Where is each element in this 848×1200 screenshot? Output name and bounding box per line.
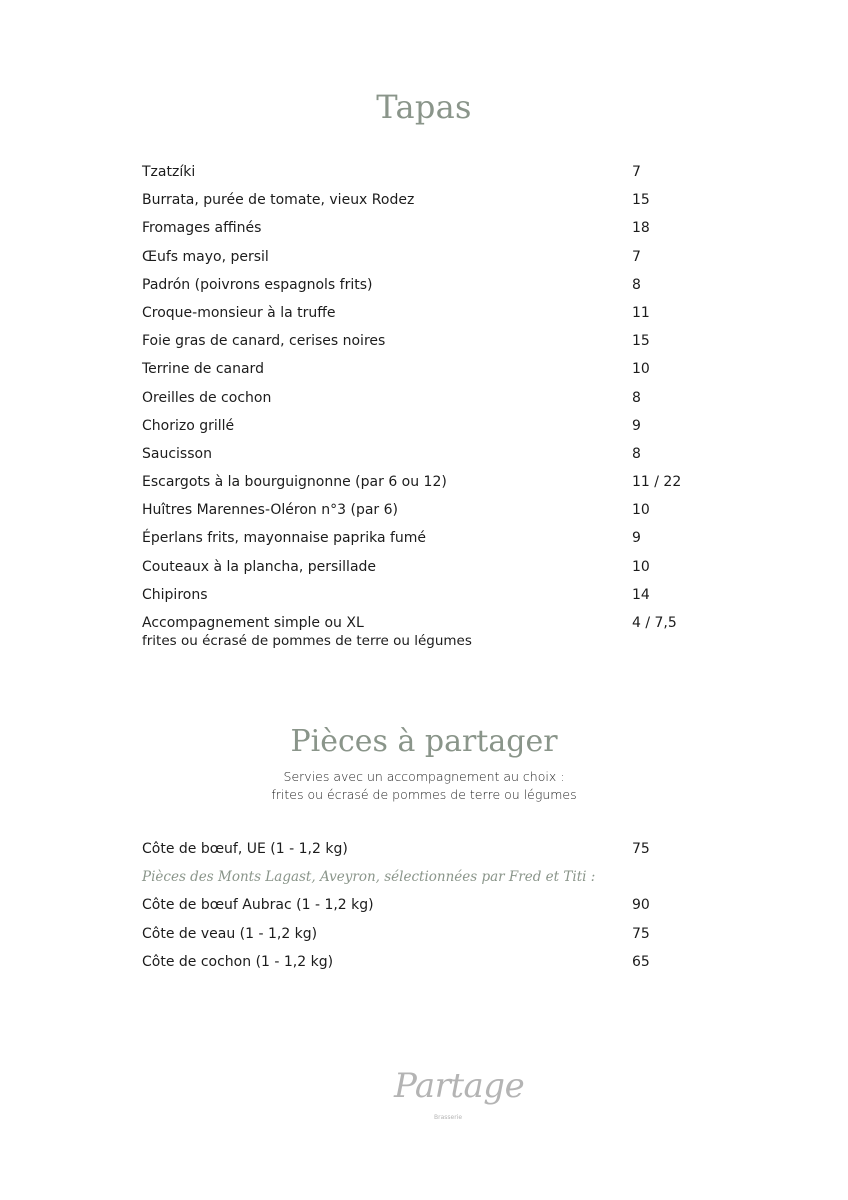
menu-item <box>142 161 702 189</box>
menu-item-price: 75 <box>632 841 650 857</box>
menu-item-name: Côte de bœuf, UE (1 - 1,2 kg) <box>142 841 348 857</box>
menu-item <box>142 302 702 330</box>
menu-item-name: Burrata, purée de tomate, vieux Rodez <box>142 192 415 209</box>
menu-item-price: 7 <box>632 248 641 265</box>
menu-item-name: Côte de bœuf Aubrac (1 - 1,2 kg) <box>142 897 374 914</box>
menu-item-price: 9 <box>632 530 641 547</box>
menu-item-name: Chipirons <box>142 586 208 603</box>
logo-subtitle: Brasserie <box>434 1114 463 1121</box>
pieces-subtitle <box>0 768 848 804</box>
menu-item-price: 4 / 7,5 <box>632 615 677 631</box>
menu-item-price: 15 <box>632 192 650 209</box>
menu-item <box>142 584 702 612</box>
menu-item-name: Couteaux à la plancha, persillade <box>142 558 377 575</box>
tapas-title: Tapas <box>376 88 472 126</box>
menu-item-price: 8 <box>632 276 641 293</box>
menu-item-name: Padrón (poivrons espagnols frits) <box>142 276 373 293</box>
menu-item-name: Pièces des Monts Lagast, Aveyron, sélectionnées par Fred et Titi : <box>142 869 596 886</box>
menu-item-name: Foie gras de canard, cerises noires <box>142 333 386 350</box>
menu-item-name: Huîtres Marennes-Oléron n°3 (par 6) <box>142 502 398 519</box>
pieces-subtitle-line-2: frites ou écrasé de pommes de terre ou légumes <box>271 787 577 802</box>
menu-item-price: 10 <box>632 361 650 378</box>
menu-item-price: 8 <box>632 445 641 462</box>
menu-item <box>142 471 702 499</box>
menu-section-note <box>142 866 702 894</box>
menu-item <box>142 951 702 979</box>
menu-item <box>142 499 702 527</box>
menu-item-name: Saucisson <box>142 445 212 462</box>
menu-item-price: 9 <box>632 417 641 434</box>
menu-item <box>142 358 702 386</box>
menu-item-price: 18 <box>632 220 650 237</box>
menu-item <box>142 217 702 245</box>
brand-logo <box>394 1066 525 1126</box>
menu-item-name: Œufs mayo, persil <box>142 248 269 265</box>
menu-item <box>142 556 702 584</box>
menu-item-price: 65 <box>632 953 650 970</box>
menu-item-name: Chorizo grillé <box>142 417 235 434</box>
pieces-subtitle-line-1: Servies avec un accompagnement au choix : <box>283 769 565 784</box>
menu-item-name: Escargots à la bourguignonne (par 6 ou 12) <box>142 474 447 491</box>
menu-item <box>142 387 702 415</box>
menu-item-price: 75 <box>632 925 650 942</box>
menu-item-price: 10 <box>632 558 650 575</box>
menu-item-name: Tzatzíki <box>142 164 196 180</box>
menu-item <box>142 527 702 555</box>
menu-item-price: 14 <box>632 586 650 603</box>
menu-item-description: frites ou écrasé de pommes de terre ou légumes <box>142 633 472 649</box>
menu-item <box>142 894 702 922</box>
menu-item <box>142 923 702 951</box>
menu-item-name: Croque-monsieur à la truffe <box>142 304 336 321</box>
menu-item-name: Oreilles de cochon <box>142 389 272 406</box>
logo-wordmark: Partage <box>394 1066 525 1106</box>
menu-item-name: Terrine de canard <box>142 361 264 378</box>
menu-item <box>142 246 702 274</box>
menu-item-name: Éperlans frits, mayonnaise paprika fumé <box>142 530 427 547</box>
pieces-title: Pièces à partager <box>290 724 558 759</box>
menu-item-price: 7 <box>632 164 641 180</box>
menu-item <box>142 415 702 443</box>
pieces-menu-list <box>142 838 702 979</box>
menu-item-price: 11 / 22 <box>632 474 682 491</box>
menu-item-price: 11 <box>632 304 650 321</box>
menu-item <box>142 330 702 358</box>
menu-item-name: Côte de veau (1 - 1,2 kg) <box>142 925 318 942</box>
menu-item <box>142 838 702 866</box>
tapas-menu-list <box>142 161 702 649</box>
menu-item-price: 10 <box>632 502 650 519</box>
menu-item <box>142 443 702 471</box>
menu-item-name: Accompagnement simple ou XL <box>142 615 364 631</box>
menu-item <box>142 612 702 649</box>
menu-item-name: Côte de cochon (1 - 1,2 kg) <box>142 953 334 970</box>
menu-item-name: Fromages affinés <box>142 220 262 237</box>
menu-item-price: 8 <box>632 389 641 406</box>
menu-item <box>142 274 702 302</box>
menu-item-price: 15 <box>632 333 650 350</box>
menu-item <box>142 189 702 217</box>
menu-item-price: 90 <box>632 897 650 914</box>
